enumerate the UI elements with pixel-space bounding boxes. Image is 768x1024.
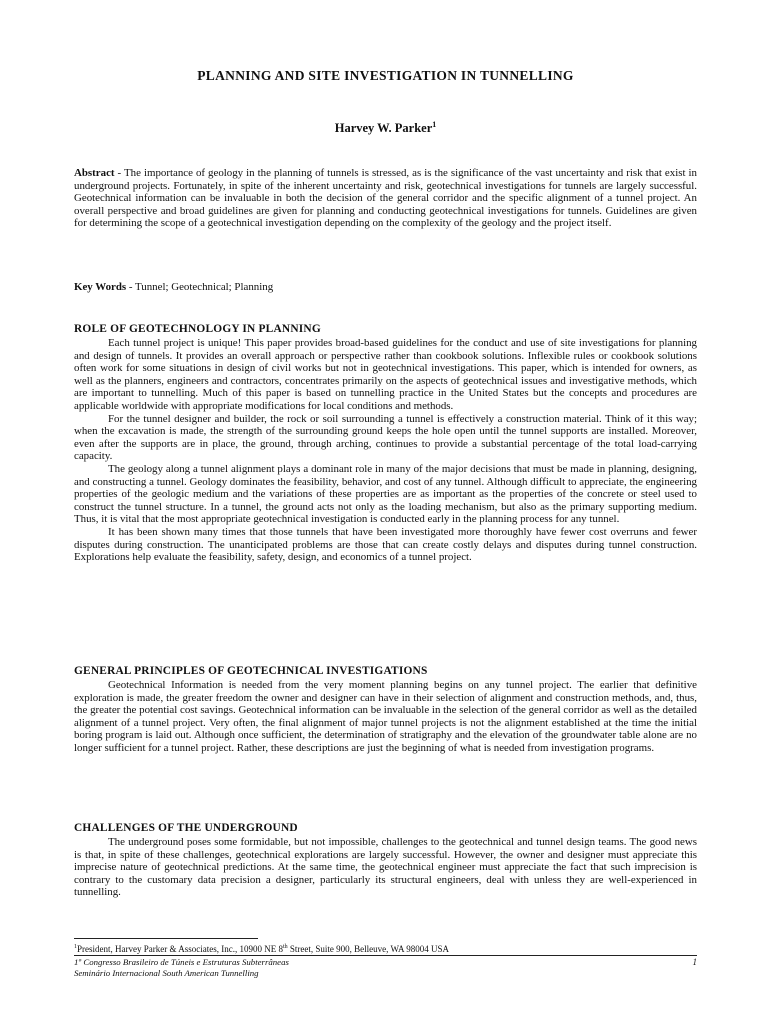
author-line [74,120,697,136]
footnote-text-after: Street, Suite 900, Belleuve, WA 98004 USA [287,944,449,954]
paragraph: Each tunnel project is unique! This paper provides broad-based guidelines for the conduct and use of site investigations for planning and design of tunnels. It provides an overall approach or perspective rather than cookbook solutions. Inflexible rules or cookbook solutions often work for some situations in design of civil works but not in geotechnical investigations. This paper, which is intended for owners, as well as the planners, engineers and contractors, concentrates primarily on the aspects of geotechnical issues and investigative methods, which are important to tunnelling. Much of this paper is based on tunnelling practice in the United States but the concepts and procedures are applicable worldwide with appropriate modifications for local conditions and methods. [74,337,697,412]
keywords [74,281,697,294]
footer-rule [74,955,697,956]
footnote-superscript: th [282,944,288,950]
abstract [74,167,697,230]
section-body-role [74,337,697,564]
paragraph: Geotechnical Information is needed from the very moment planning begins on any tunnel project. The earlier that definitive exploration is made, the greater freedom the owner and designer can have in their selection of alignment and construction methods, and, thus, the greater the potential cost savings. Geotechnical information can be invaluable in the selection of the general corridor as well as the detailed alignment of a tunnel project. Very often, the final alignment of major tunnel projects is not the alignment established at the time the initial boring program is laid out. Although once sufficient, the determination of stratigraphy and the elevation of the groundwater table alone are no longer sufficient for a tunnel project. Rather, these descriptions are just the beginning of what is needed from investigation programs. [74,679,697,754]
footnote-text-before: President, Harvey Parker & Associates, Inc., 10900 NE 8 [77,944,283,954]
abstract-text: - The importance of geology in the planning of tunnels is stressed, as is the significance of the vast uncertainty and risk that exist in underground projects. Fortunately, in spite of the inherent uncertainty and risk, geotechnical investigations for tunnels are largely successful. Geotechnical information can be invaluable in both the decision of the general corridor and the specific alignment of a tunnel project. An overall perspective and broad guidelines are given for planning and conducting geotechnical investigations for tunnels. Guidelines are given for determining the scope of a geotechnical investigation depending on the complexity of the geology and the project itself. [74,167,697,230]
keywords-label: Key Words [74,281,127,293]
keywords-text: - Tunnel; Geotechnical; Planning [126,281,274,293]
paragraph: It has been shown many times that those tunnels that have been investigated more thoroughly have fewer cost overruns and fewer disputes during construction. The unanticipated problems are those that can create costly delays and disputes during tunnel construction. Explorations help evaluate the feasibility, safety, design, and economics of a tunnel project. [74,525,697,564]
section-body-challenges [74,836,697,899]
author-footnote-mark: 1 [432,120,437,129]
paragraph: For the tunnel designer and builder, the rock or soil surrounding a tunnel is effectively a construction material. Think of it this way; when the excavation is made, the strength of the surrounding ground keeps the hole open until the tunnel supports are installed. Moreover, even after the supports are in place, the ground, through arching, continues to provide a substantial percentage of the total load-carrying capacity. [74,412,697,463]
paragraph: The geology along a tunnel alignment plays a dominant role in many of the major decisions that must be made in planning, designing, and constructing a tunnel. Geology dominates the feasibility, behavior, and cost of any tunnel. Although difficult to appreciate, the engineering properties of the geologic medium and the variations of these properties are as important as the properties of the concrete or steel used to construct the tunnel structure. In a tunnel, the ground acts not only as the loading mechanism, but also as the primary supporting medium. Thus, it is vital that the most appropriate geotechnical investigation is conducted early in the planning process for any tunnel. [74,462,697,526]
paragraph: The underground poses some formidable, but not impossible, challenges to the geotechnical and tunnel design teams. The good news is that, in spite of these challenges, geotechnical explorations are largely successful. However, the owner and designer must appreciate this imprecise nature of geotechnical predictions. At the same time, the geotechnical engineer must appreciate the fact that such imprecision is contrary to the customary data precision a designer, particularly its structural engineers, deal with unless they are well-experienced in tunnelling. [74,836,697,899]
conference-line-2: Seminário Internacional South American Tunnelling [74,968,259,978]
footnote-rule [74,938,258,939]
section-heading-challenges: CHALLENGES OF THE UNDERGROUND [74,822,298,834]
conference-footer [74,957,697,979]
page-number: 1 [692,957,697,967]
section-body-principles [74,679,697,755]
conference-line-1: 1º Congresso Brasileiro de Túneis e Estruturas Subterrâneas [74,957,289,967]
section-heading-principles: GENERAL PRINCIPLES OF GEOTECHNICAL INVESTIGATIONS [74,665,428,677]
footnote [74,942,697,955]
author-name: Harvey W. Parker [334,121,433,136]
footnote-mark: 1 [74,944,77,950]
paper-title: PLANNING AND SITE INVESTIGATION IN TUNNELLING [197,68,574,83]
section-heading-role: ROLE OF GEOTECHNOLOGY IN PLANNING [74,323,321,335]
abstract-label: Abstract [74,167,115,179]
